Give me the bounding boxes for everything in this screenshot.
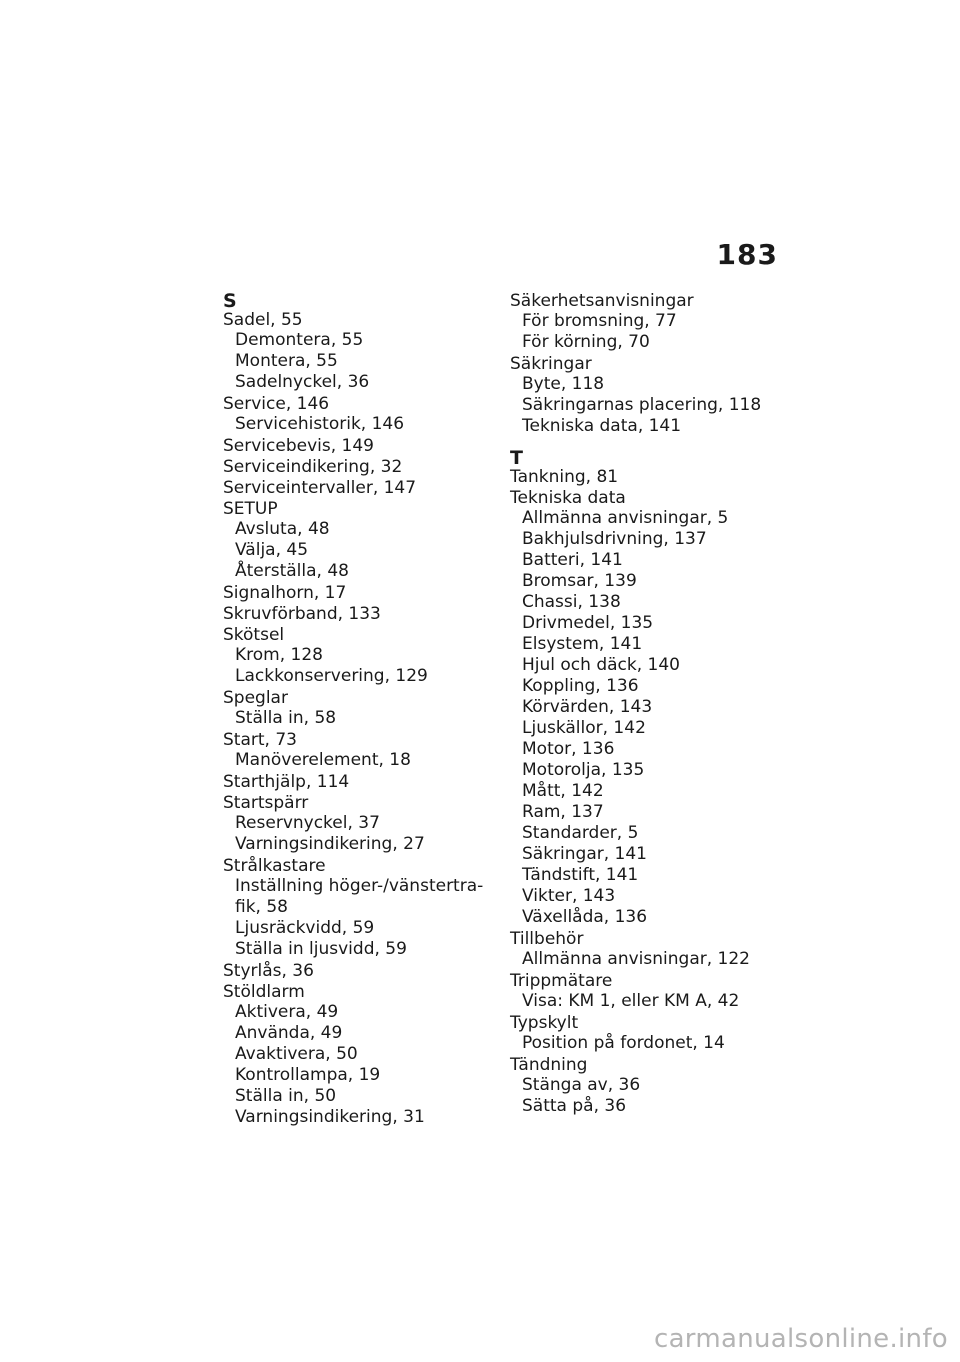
index-entry-main: Tankning, 81 [510, 467, 619, 487]
index-subentry: Varningsindikering, 31 [235, 1107, 425, 1127]
index-subentry: Ställa in ljusvidd, 59 [235, 939, 407, 959]
index-subentry: Position på fordonet, 14 [522, 1033, 725, 1053]
index-entry-main: Skötsel [223, 625, 285, 645]
watermark: carmanualsonline.info [653, 1324, 948, 1354]
index-subentry: Batteri, 141 [522, 550, 623, 570]
index-entry-main: Servicebevis, 149 [223, 436, 374, 456]
index-entry [223, 857, 493, 960]
index-entry-main: Tändning [510, 1055, 588, 1075]
index-entry-main: Skruvförband, 133 [223, 604, 381, 624]
index-entry-main: Starthjälp, 114 [223, 772, 350, 792]
index-entry [223, 458, 493, 477]
index-entry [223, 794, 493, 855]
index-subentry: Sätta på, 36 [522, 1096, 627, 1116]
index-subentry: Använda, 49 [235, 1023, 343, 1043]
index-entry-main: Tekniska data [510, 488, 626, 508]
index-subentry: Inställning höger-/vänstertra- [235, 876, 484, 896]
index-entry [223, 605, 493, 624]
index-entry [510, 355, 780, 437]
index-entry [223, 584, 493, 603]
index-entry [223, 626, 493, 687]
index-entry [223, 395, 493, 435]
index-subentry: Allmänna anvisningar, 122 [522, 949, 750, 969]
index-entry-main: Signalhorn, 17 [223, 583, 347, 603]
index-subentry: Demontera, 55 [235, 330, 364, 350]
index-entry [510, 1014, 780, 1054]
index-entry-main: Service, 146 [223, 394, 330, 414]
index-entry-main: Serviceintervaller, 147 [223, 478, 417, 498]
index-entry-main: Säkringar [510, 354, 592, 374]
index-entry-main: Speglar [223, 688, 288, 708]
index-entry [510, 930, 780, 970]
index-entry [223, 437, 493, 456]
index-subentry: Hjul och däck, 140 [522, 655, 680, 675]
index-subentry: Standarder, 5 [522, 823, 639, 843]
index-entry-main: Sadel, 55 [223, 310, 303, 330]
index-subentry: Välja, 45 [235, 540, 309, 560]
index-entry [223, 479, 493, 498]
index-entry-main: Serviceindikering, 32 [223, 457, 403, 477]
index-column-left [223, 292, 493, 1130]
index-subentry: Säkringar, 141 [522, 844, 647, 864]
index-subentry: Sadelnyckel, 36 [235, 372, 370, 392]
index-entry-main: Säkerhetsanvisningar [510, 291, 694, 311]
index-subentry: fik, 58 [235, 897, 288, 917]
index-entry-main: Start, 73 [223, 730, 297, 750]
index-subentry: Ställa in, 58 [235, 708, 337, 728]
index-subentry: Motorolja, 135 [522, 760, 645, 780]
index-entry [223, 983, 493, 1128]
index-subentry: Avsluta, 48 [235, 519, 330, 539]
index-subentry: Drivmedel, 135 [522, 613, 654, 633]
index-subentry: Varningsindikering, 27 [235, 834, 425, 854]
index-subentry: Kontrollampa, 19 [235, 1065, 381, 1085]
index-subentry: Motor, 136 [522, 739, 615, 759]
index-subentry: Ljuskällor, 142 [522, 718, 646, 738]
index-entry-main: Stöldlarm [223, 982, 305, 1002]
index-subentry: Växellåda, 136 [522, 907, 648, 927]
index-subentry: Manöverelement, 18 [235, 750, 411, 770]
index-entry-main: Tillbehör [510, 929, 584, 949]
index-subentry: Montera, 55 [235, 351, 338, 371]
index-subentry: Chassi, 138 [522, 592, 621, 612]
index-subentry: För bromsning, 77 [522, 311, 677, 331]
index-subentry: Återställa, 48 [235, 561, 349, 581]
index-subentry: Reservnyckel, 37 [235, 813, 380, 833]
index-subentry: Tändstift, 141 [522, 865, 639, 885]
index-entry [223, 311, 493, 393]
index-entry [510, 468, 780, 487]
index-column-right [510, 292, 780, 1119]
index-subentry: Bakhjulsdrivning, 137 [522, 529, 707, 549]
index-subentry: Lackkonservering, 129 [235, 666, 428, 686]
index-subentry: Krom, 128 [235, 645, 323, 665]
index-subentry: Mått, 142 [522, 781, 604, 801]
index-subentry: Ram, 137 [522, 802, 604, 822]
index-section-letter: S [223, 290, 237, 312]
index-entry-main: Typskylt [510, 1013, 579, 1033]
index-entry-main: Strålkastare [223, 856, 326, 876]
index-entry [510, 292, 780, 353]
index-subentry: Körvärden, 143 [522, 697, 653, 717]
index-entry [510, 489, 780, 928]
index-subentry: Ställa in, 50 [235, 1086, 337, 1106]
index-entry [223, 962, 493, 981]
index-subentry: Vikter, 143 [522, 886, 616, 906]
index-entry-main: Trippmätare [510, 971, 613, 991]
index-subentry: Tekniska data, 141 [522, 416, 682, 436]
index-subentry: Säkringarnas placering, 118 [522, 395, 762, 415]
index-entry [223, 689, 493, 729]
index-subentry: Visa: KM 1, eller KM A, 42 [522, 991, 740, 1011]
index-section-letter: T [510, 447, 523, 469]
index-subentry: För körning, 70 [522, 332, 650, 352]
page-number: 183 [716, 238, 778, 271]
index-entry [223, 500, 493, 582]
index-entry [510, 1056, 780, 1117]
index-entry [223, 773, 493, 792]
index-subentry: Ljusräckvidd, 59 [235, 918, 375, 938]
index-subentry: Aktivera, 49 [235, 1002, 339, 1022]
index-subentry: Stänga av, 36 [522, 1075, 641, 1095]
index-subentry: Allmänna anvisningar, 5 [522, 508, 729, 528]
index-subentry: Koppling, 136 [522, 676, 639, 696]
index-subentry: Servicehistorik, 146 [235, 414, 405, 434]
index-entry-main: Styrlås, 36 [223, 961, 314, 981]
index-subentry: Elsystem, 141 [522, 634, 643, 654]
index-entry [510, 972, 780, 1012]
index-entry [223, 731, 493, 771]
index-entry-main: Startspärr [223, 793, 309, 813]
index-subentry: Bromsar, 139 [522, 571, 637, 591]
index-subentry: Byte, 118 [522, 374, 605, 394]
index-subentry: Avaktivera, 50 [235, 1044, 358, 1064]
index-entry-main: SETUP [223, 499, 278, 519]
